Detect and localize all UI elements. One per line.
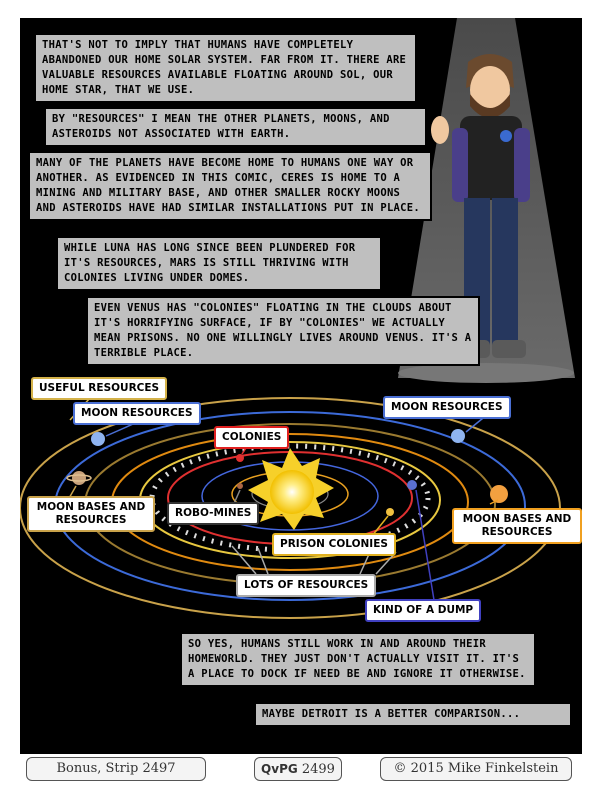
caption-4: WHILE LUNA HAS LONG SINCE BEEN PLUNDERED FOR IT'S RESOURCES, MARS IS STILL THRIVING WITH COLONIES LIVING UNDER DOMES. xyxy=(56,236,382,291)
caption-7: MAYBE DETROIT IS A BETTER COMPARISON... xyxy=(254,702,572,727)
comic-panel xyxy=(20,18,582,754)
sun-icon xyxy=(270,470,314,514)
home-link[interactable] xyxy=(254,757,342,781)
caption-6: SO YES, HUMANS STILL WORK IN AND AROUND THEIR HOMEWORLD. THEY JUST DON'T ACTUALLY VISIT IT. IT'S A PLACE TO DOCK IF NEED BE AND IGNORE IT OTHERWISE. xyxy=(180,632,536,687)
caption-3: MANY OF THE PLANETS HAVE BECOME HOME TO HUMANS ONE WAY OR ANOTHER. AS EVIDENCED IN THIS COMIC, CERES IS HOME TO A MINING AND MILITARY BASE, AND OTHER SMALLER ROCKY MOONS AND ASTEROIDS HAVE HAD SIMILAR INSTALLATIONS PUT IN PLACE. xyxy=(28,151,432,221)
copyright: © 2015 Mike Finkelstein xyxy=(380,757,572,781)
label-robo-mines: ROBO-MINES xyxy=(167,502,259,525)
label-lots-of-resources: LOTS OF RESOURCES xyxy=(236,574,376,597)
label-moon-bases-left: MOON BASES AND RESOURCES xyxy=(27,496,155,532)
strip-number: 2499 xyxy=(301,762,335,777)
label-useful-resources: USEFUL RESOURCES xyxy=(31,377,167,400)
caption-2: BY "RESOURCES" I MEAN THE OTHER PLANETS, MOONS, AND ASTEROIDS NOT ASSOCIATED WITH EARTH. xyxy=(44,107,427,147)
label-moon-resources-left: MOON RESOURCES xyxy=(73,402,201,425)
caption-1: THAT'S NOT TO IMPLY THAT HUMANS HAVE COMPLETELY ABANDONED OUR HOME SOLAR SYSTEM. FAR FROM IT. THERE ARE VALUABLE RESOURCES AVAILABLE FLOATING AROUND SOL, OUR HOME STAR, THAT WE USE. xyxy=(34,33,417,103)
site-logo: QvPG xyxy=(261,762,298,776)
caption-5: EVEN VENUS HAS "COLONIES" FLOATING IN THE CLOUDS ABOUT IT'S HORRIFYING SURFACE, IF BY "COLONIES" WE ACTUALLY MEAN PRISONS. NO ONE WILLINGLY LIVES AROUND VENUS. IT'S A TERRIBLE PLACE. xyxy=(86,296,480,366)
label-moon-bases-right: MOON BASES AND RESOURCES xyxy=(452,508,582,544)
prev-strip-link[interactable]: Bonus, Strip 2497 xyxy=(26,757,206,781)
label-kind-of-a-dump: KIND OF A DUMP xyxy=(365,599,481,622)
label-colonies: COLONIES xyxy=(214,426,289,449)
label-prison-colonies: PRISON COLONIES xyxy=(272,533,396,556)
label-moon-resources-right: MOON RESOURCES xyxy=(383,396,511,419)
